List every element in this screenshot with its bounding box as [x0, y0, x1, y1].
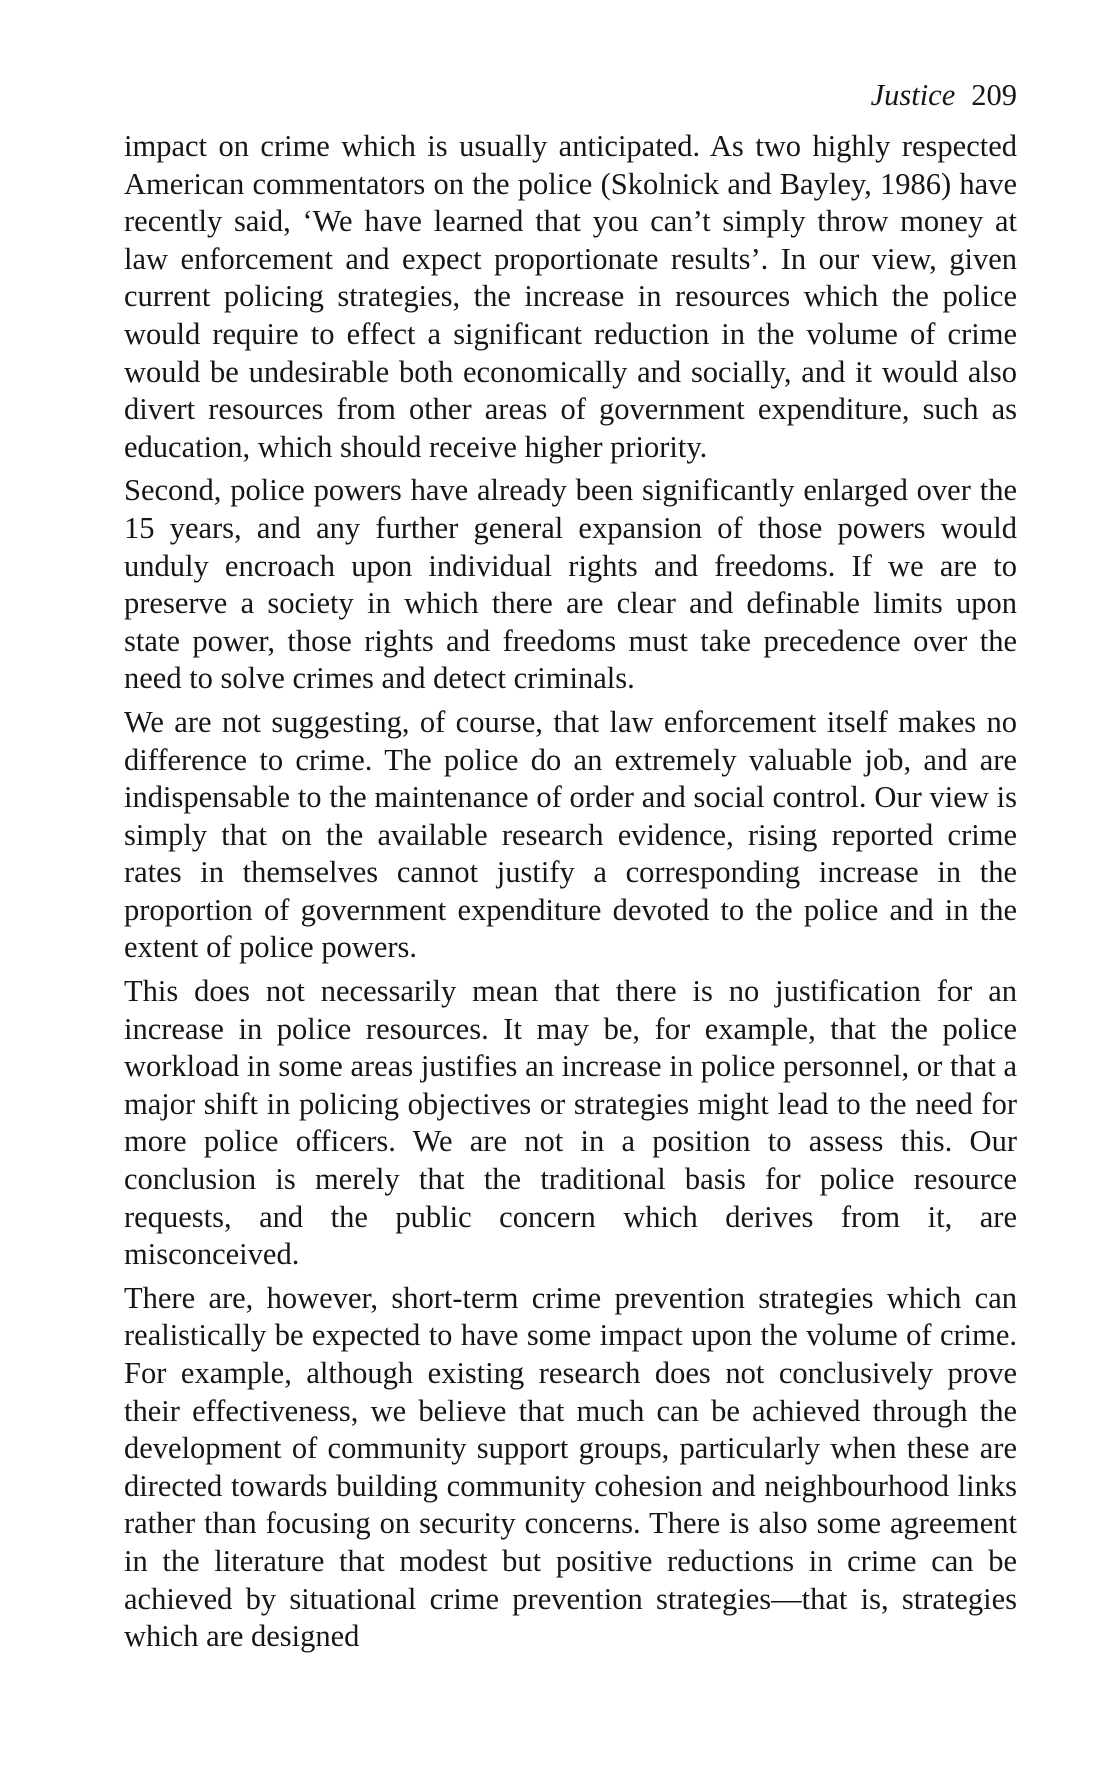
paragraph-police-resources: This does not necessarily mean that there is no justification for an increase in police resources. It may be, for example, that the police workload in some areas justifies an increase in police personnel, or that a major shift in policing objectives or strategies might lead to the need for more police officers. We are not in a position to assess this. Our conclusion is merely that the traditional basis for police resource requests, and the public concern which derives from it, are misconceived.: [124, 974, 1017, 1272]
page-number: 209: [971, 78, 1017, 112]
running-title: Justice: [870, 78, 956, 112]
book-page: [124, 74, 1017, 1656]
paragraph-crime-prevention: There are, however, short-term crime prevention strategies which can realistically be expected to have some impact upon the volume of crime. For example, although existing research does not conclusively prove their effectiveness, we believe that much can be achieved through the development of community support groups, particularly when these are directed towards building community cohesion and neighbourhood links rather than focusing on security concerns. There is also some agreement in the literature that modest but positive reductions in crime can be achieved by situational crime prevention strategies—that is, strategies which are designed: [124, 1280, 1017, 1654]
body-text: [124, 128, 1017, 1656]
paragraph-police-powers: Second, police powers have already been significantly enlarged over the 15 years, and any further general expansion of those powers would unduly encroach upon individual rights and freedoms. If we are to preserve a society in which there are clear and definable limits upon state power, those rights and freedoms must take precedence over the need to solve crimes and detect criminals.: [124, 473, 1017, 696]
running-header: [124, 74, 1017, 116]
paragraph-law-enforcement: We are not suggesting, of course, that law enforcement itself makes no difference to crime. The police do an extremely valuable job, and are indispensable to the maintenance of order and social control. Our view is simply that on the available research evidence, rising reported crime rates in themselves cannot justify a corresponding increase in the proportion of government expenditure devoted to the police and in the extent of police powers.: [124, 704, 1017, 965]
paragraph-continuation: impact on crime which is usually anticipated. As two highly respected American commentators on the police (Skolnick and Bayley, 1986) have recently said, ‘We have learned that you can’t simply throw money at law enforcement and expect proportionate results’. In our view, given current policing strategies, the increase in resources which the police would require to effect a significant reduction in the volume of crime would be undesirable both economically and socially, and it would also divert resources from other areas of government expenditure, such as education, which should receive higher priority.: [124, 129, 1017, 464]
